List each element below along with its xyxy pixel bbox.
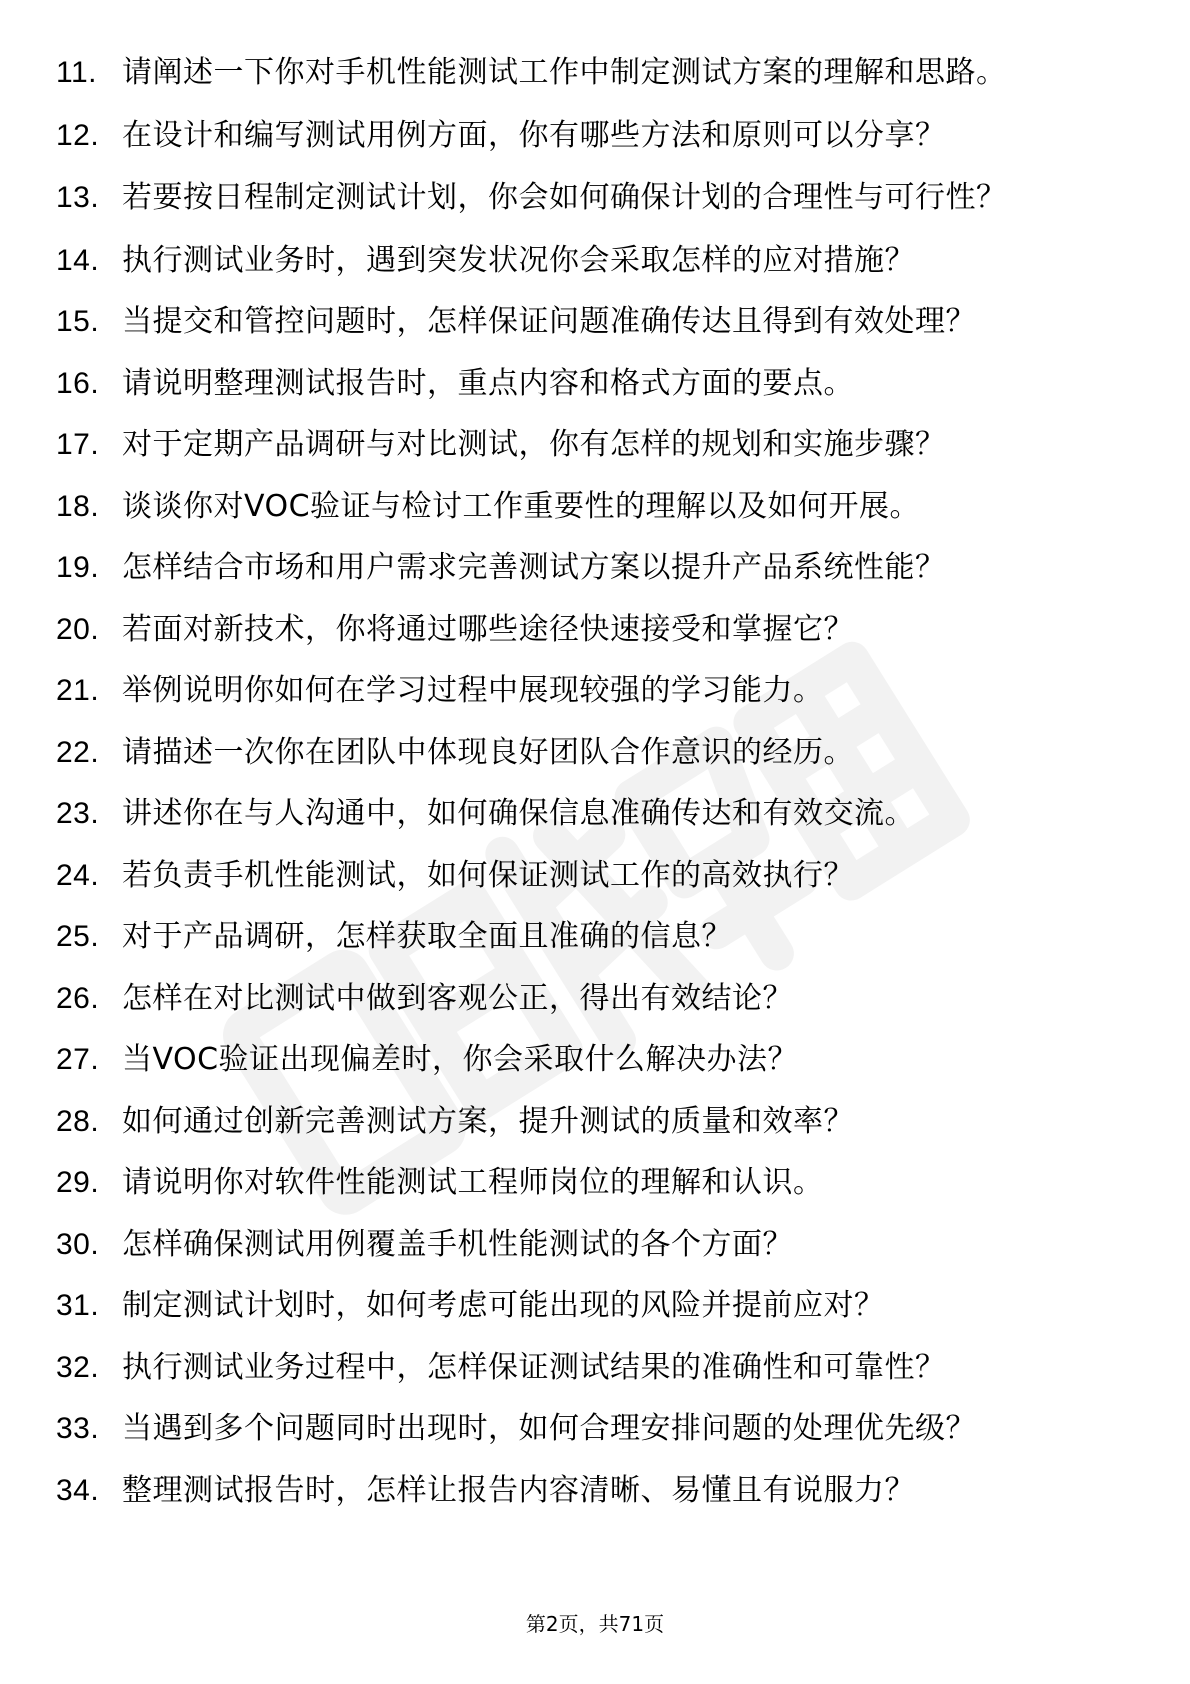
question-text: 请说明你对软件性能测试工程师岗位的理解和认识。 — [122, 1165, 824, 1200]
list-item — [56, 1162, 1116, 1203]
question-number: 25. — [56, 920, 100, 953]
list-item — [56, 1408, 1116, 1449]
question-text: 讲述你在与人沟通中，如何确保信息准确传达和有效交流。 — [122, 796, 915, 831]
list-item — [56, 609, 1116, 650]
list-item — [56, 916, 1116, 957]
list-item — [56, 793, 1116, 834]
question-text: 当提交和管控问题时，怎样保证问题准确传达且得到有效处理？ — [122, 304, 976, 339]
question-number: 24. — [56, 858, 100, 892]
list-item — [56, 1285, 1116, 1326]
list-item — [56, 240, 1116, 281]
question-text: 整理测试报告时，怎样让报告内容清晰、易懂且有说服力？ — [122, 1472, 915, 1508]
question-number: 30. — [56, 1227, 100, 1261]
question-text: 请阐述一下你对手机性能测试工作中制定测试方案的理解和思路。 — [122, 55, 1007, 90]
question-number: 33. — [56, 1412, 100, 1445]
question-number: 21. — [56, 674, 100, 707]
page-footer — [0, 1610, 1190, 1638]
question-number: 17. — [56, 428, 100, 461]
question-text: 若负责手机性能测试，如何保证测试工作的高效执行？ — [122, 857, 854, 893]
list-item — [56, 1224, 1116, 1265]
question-text: 请描述一次你在团队中体现良好团队合作意识的经历。 — [122, 734, 854, 770]
question-number: 18. — [56, 489, 100, 523]
question-text: 若面对新技术，你将通过哪些途径快速接受和掌握它？ — [122, 611, 854, 647]
list-item — [56, 363, 1116, 404]
question-number: 27. — [56, 1043, 100, 1076]
list-item — [56, 978, 1116, 1019]
question-number: 14. — [56, 243, 100, 277]
question-number: 19. — [56, 551, 100, 584]
list-item — [56, 670, 1116, 711]
question-number: 29. — [56, 1166, 100, 1199]
question-text: 当遇到多个问题同时出现时，如何合理安排问题的处理优先级？ — [122, 1411, 976, 1446]
list-item — [56, 115, 1116, 156]
question-number: 31. — [56, 1289, 100, 1322]
list-item — [56, 301, 1116, 342]
question-text: 怎样在对比测试中做到客观公正，得出有效结论？ — [122, 980, 793, 1016]
question-number: 22. — [56, 735, 100, 769]
question-text: 若要按日程制定测试计划，你会如何确保计划的合理性与可行性？ — [122, 179, 1007, 215]
list-item — [56, 1347, 1116, 1388]
question-text: 当VOC验证出现偏差时，你会采取什么解决办法？ — [122, 1042, 799, 1077]
list-item — [56, 547, 1116, 588]
question-text: 如何通过创新完善测试方案，提升测试的质量和效率？ — [122, 1103, 854, 1139]
question-text: 制定测试计划时，如何考虑可能出现的风险并提前应对？ — [122, 1288, 885, 1323]
list-item — [56, 732, 1116, 773]
list-item — [56, 1470, 1116, 1511]
question-text: 怎样结合市场和用户需求完善测试方案以提升产品系统性能？ — [122, 550, 946, 585]
question-number: 15. — [56, 305, 100, 338]
question-text: 在设计和编写测试用例方面，你有哪些方法和原则可以分享？ — [122, 118, 946, 153]
list-item — [56, 177, 1116, 218]
list-item — [56, 1039, 1116, 1080]
list-item — [56, 1101, 1116, 1142]
question-number: 16. — [56, 366, 100, 400]
question-list — [56, 52, 1116, 1531]
question-number: 32. — [56, 1350, 100, 1384]
list-item — [56, 424, 1116, 465]
question-text: 对于定期产品调研与对比测试，你有怎样的规划和实施步骤？ — [122, 427, 946, 462]
question-text: 请说明整理测试报告时，重点内容和格式方面的要点。 — [122, 365, 854, 401]
question-number: 23. — [56, 797, 100, 830]
question-text: 谈谈你对VOC验证与检讨工作重要性的理解以及如何开展。 — [122, 488, 921, 524]
question-number: 34. — [56, 1473, 100, 1507]
question-number: 11. — [56, 56, 97, 89]
list-item — [56, 855, 1116, 896]
list-item — [56, 52, 1116, 93]
list-item — [56, 486, 1116, 527]
question-number: 20. — [56, 612, 100, 646]
question-text: 对于产品调研，怎样获取全面且准确的信息？ — [122, 919, 732, 954]
question-number: 13. — [56, 180, 100, 214]
question-text: 执行测试业务时，遇到突发状况你会采取怎样的应对措施？ — [122, 242, 915, 278]
question-number: 12. — [56, 119, 100, 152]
question-text: 举例说明你如何在学习过程中展现较强的学习能力。 — [122, 673, 824, 708]
question-text: 怎样确保测试用例覆盖手机性能测试的各个方面？ — [122, 1226, 793, 1262]
question-number: 28. — [56, 1104, 100, 1138]
page-number-label: 第2页，共71页 — [525, 1612, 665, 1636]
question-text: 执行测试业务过程中，怎样保证测试结果的准确性和可靠性？ — [122, 1349, 946, 1385]
question-number: 26. — [56, 981, 100, 1015]
